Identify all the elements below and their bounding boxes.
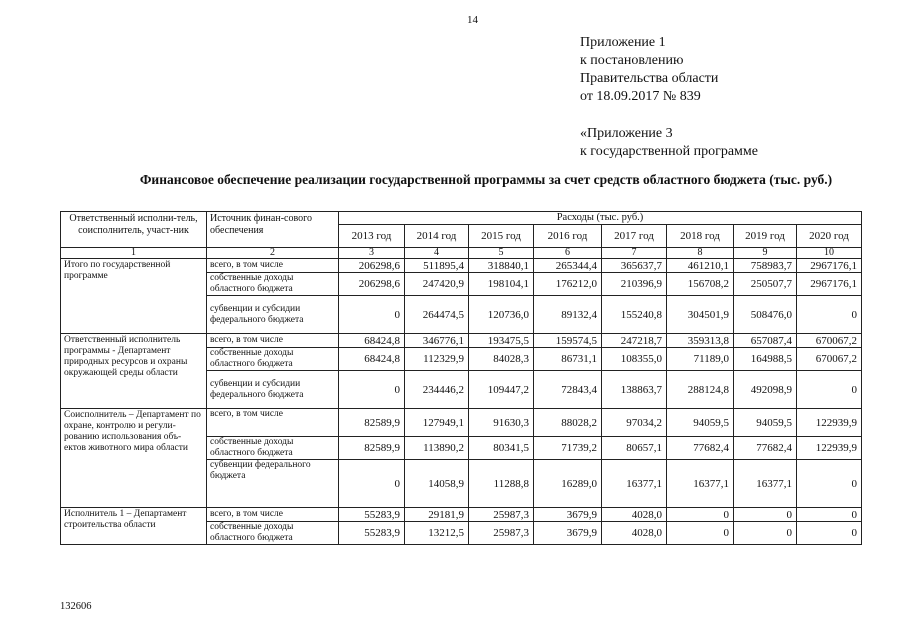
header-year: 2016 год — [534, 225, 602, 248]
value-cell: 94059,5 — [734, 409, 797, 437]
value-cell: 318840,1 — [469, 259, 534, 273]
value-cell: 0 — [339, 371, 405, 409]
value-cell: 113890,2 — [405, 437, 469, 460]
source-cell: собственные доходы областного бюджета — [207, 273, 339, 296]
appendix-ref-block — [580, 125, 758, 161]
value-cell: 82589,9 — [339, 409, 405, 437]
value-cell: 82589,9 — [339, 437, 405, 460]
column-number: 10 — [797, 248, 862, 259]
value-cell: 127949,1 — [405, 409, 469, 437]
value-cell: 3679,9 — [534, 522, 602, 545]
value-cell: 492098,9 — [734, 371, 797, 409]
table-body — [61, 259, 862, 545]
responsible-cell: Итого по государственной программе — [61, 259, 207, 334]
value-cell: 112329,9 — [405, 348, 469, 371]
value-cell: 0 — [797, 460, 862, 508]
value-cell: 77682,4 — [667, 437, 734, 460]
value-cell: 359313,8 — [667, 334, 734, 348]
value-cell: 304501,9 — [667, 296, 734, 334]
value-cell: 80341,5 — [469, 437, 534, 460]
header-responsible: Ответственный исполни-тель, соисполнитель, участ-ник — [61, 212, 207, 248]
value-cell: 120736,0 — [469, 296, 534, 334]
value-cell: 3679,9 — [534, 508, 602, 522]
source-cell: всего, в том числе — [207, 334, 339, 348]
value-cell: 25987,3 — [469, 522, 534, 545]
appendix-ref-line: «Приложение 3 — [580, 126, 673, 141]
header-year: 2020 год — [797, 225, 862, 248]
responsible-cell: Соисполнитель – Департамент по охране, контролю и регули-рованию использования объ-ектов животного мира области — [61, 409, 207, 508]
source-cell: всего, в том числе — [207, 409, 339, 437]
header-year: 2017 год — [602, 225, 667, 248]
column-number: 9 — [734, 248, 797, 259]
responsible-cell: Исполнитель 1 – Департамент строительства области — [61, 508, 207, 545]
value-cell: 71189,0 — [667, 348, 734, 371]
value-cell: 14058,9 — [405, 460, 469, 508]
value-cell: 25987,3 — [469, 508, 534, 522]
table-row — [61, 508, 862, 522]
value-cell: 55283,9 — [339, 508, 405, 522]
value-cell: 68424,8 — [339, 348, 405, 371]
value-cell: 88028,2 — [534, 409, 602, 437]
appendix-block — [580, 34, 718, 106]
value-cell: 758983,7 — [734, 259, 797, 273]
value-cell: 71739,2 — [534, 437, 602, 460]
value-cell: 198104,1 — [469, 273, 534, 296]
source-cell: субвенции и субсидии федерального бюджета — [207, 296, 339, 334]
header-year: 2013 год — [339, 225, 405, 248]
value-cell: 0 — [734, 522, 797, 545]
value-cell: 0 — [797, 508, 862, 522]
source-cell: собственные доходы областного бюджета — [207, 437, 339, 460]
column-number: 4 — [405, 248, 469, 259]
value-cell: 122939,9 — [797, 437, 862, 460]
value-cell: 0 — [797, 296, 862, 334]
value-cell: 247420,9 — [405, 273, 469, 296]
value-cell: 4028,0 — [602, 522, 667, 545]
value-cell: 89132,4 — [534, 296, 602, 334]
value-cell: 16377,1 — [734, 460, 797, 508]
column-number: 7 — [602, 248, 667, 259]
value-cell: 234446,2 — [405, 371, 469, 409]
value-cell: 16377,1 — [602, 460, 667, 508]
appendix-line: от 18.09.2017 № 839 — [580, 89, 701, 104]
value-cell: 206298,6 — [339, 259, 405, 273]
header-expenses: Расходы (тыс. руб.) — [339, 212, 862, 225]
table-row — [61, 334, 862, 348]
value-cell: 109447,2 — [469, 371, 534, 409]
value-cell: 265344,4 — [534, 259, 602, 273]
value-cell: 11288,8 — [469, 460, 534, 508]
column-number: 3 — [339, 248, 405, 259]
value-cell: 365637,7 — [602, 259, 667, 273]
value-cell: 13212,5 — [405, 522, 469, 545]
column-number: 5 — [469, 248, 534, 259]
appendix-line: Приложение 1 — [580, 35, 666, 50]
source-cell: всего, в том числе — [207, 508, 339, 522]
value-cell: 91630,3 — [469, 409, 534, 437]
source-cell: собственные доходы областного бюджета — [207, 522, 339, 545]
header-year: 2018 год — [667, 225, 734, 248]
value-cell: 288124,8 — [667, 371, 734, 409]
value-cell: 206298,6 — [339, 273, 405, 296]
value-cell: 461210,1 — [667, 259, 734, 273]
value-cell: 4028,0 — [602, 508, 667, 522]
value-cell: 210396,9 — [602, 273, 667, 296]
value-cell: 164988,5 — [734, 348, 797, 371]
value-cell: 16289,0 — [534, 460, 602, 508]
source-cell: субвенции и субсидии федерального бюджета — [207, 371, 339, 409]
header-year: 2019 год — [734, 225, 797, 248]
value-cell: 193475,5 — [469, 334, 534, 348]
page-number: 14 — [467, 14, 478, 26]
source-cell: собственные доходы областного бюджета — [207, 348, 339, 371]
value-cell: 16377,1 — [667, 460, 734, 508]
value-cell: 0 — [667, 508, 734, 522]
column-number: 6 — [534, 248, 602, 259]
value-cell: 155240,8 — [602, 296, 667, 334]
appendix-ref-line: к государственной программе — [580, 144, 758, 159]
column-number: 1 — [61, 248, 207, 259]
table-row — [61, 259, 862, 273]
value-cell: 72843,4 — [534, 371, 602, 409]
responsible-cell: Ответственный исполнитель программы - Департамент природных ресурсов и охраны окружающей среды области — [61, 334, 207, 409]
value-cell: 156708,2 — [667, 273, 734, 296]
value-cell: 670067,2 — [797, 348, 862, 371]
value-cell: 29181,9 — [405, 508, 469, 522]
value-cell: 108355,0 — [602, 348, 667, 371]
document-title-text: Финансовое обеспечение реализации государственной программы за счет средств областного бюджета (тыс. руб.) — [139, 172, 833, 187]
value-cell: 657087,4 — [734, 334, 797, 348]
value-cell: 346776,1 — [405, 334, 469, 348]
value-cell: 0 — [339, 460, 405, 508]
appendix-line: Правительства области — [580, 71, 719, 86]
appendix-line: к постановлению — [580, 53, 684, 68]
financing-table — [60, 211, 862, 545]
header-source: Источник финан-сового обеспечения — [207, 212, 339, 248]
column-number: 8 — [667, 248, 734, 259]
footer-code: 132606 — [60, 601, 92, 612]
value-cell: 94059,5 — [667, 409, 734, 437]
header-year: 2014 год — [405, 225, 469, 248]
value-cell: 508476,0 — [734, 296, 797, 334]
value-cell: 247218,7 — [602, 334, 667, 348]
table-row — [61, 409, 862, 437]
value-cell: 122939,9 — [797, 409, 862, 437]
source-cell: субвенции федерального бюджета — [207, 460, 339, 508]
value-cell: 2967176,1 — [797, 259, 862, 273]
value-cell: 670067,2 — [797, 334, 862, 348]
value-cell: 0 — [797, 371, 862, 409]
value-cell: 159574,5 — [534, 334, 602, 348]
value-cell: 250507,7 — [734, 273, 797, 296]
column-number: 2 — [207, 248, 339, 259]
source-cell: всего, в том числе — [207, 259, 339, 273]
value-cell: 86731,1 — [534, 348, 602, 371]
header-year: 2015 год — [469, 225, 534, 248]
value-cell: 0 — [734, 508, 797, 522]
value-cell: 68424,8 — [339, 334, 405, 348]
value-cell: 264474,5 — [405, 296, 469, 334]
value-cell: 176212,0 — [534, 273, 602, 296]
value-cell: 0 — [797, 522, 862, 545]
value-cell: 97034,2 — [602, 409, 667, 437]
value-cell: 511895,4 — [405, 259, 469, 273]
value-cell: 138863,7 — [602, 371, 667, 409]
value-cell: 55283,9 — [339, 522, 405, 545]
value-cell: 0 — [339, 296, 405, 334]
value-cell: 2967176,1 — [797, 273, 862, 296]
value-cell: 84028,3 — [469, 348, 534, 371]
value-cell: 77682,4 — [734, 437, 797, 460]
document-title — [106, 172, 866, 188]
value-cell: 80657,1 — [602, 437, 667, 460]
value-cell: 0 — [667, 522, 734, 545]
